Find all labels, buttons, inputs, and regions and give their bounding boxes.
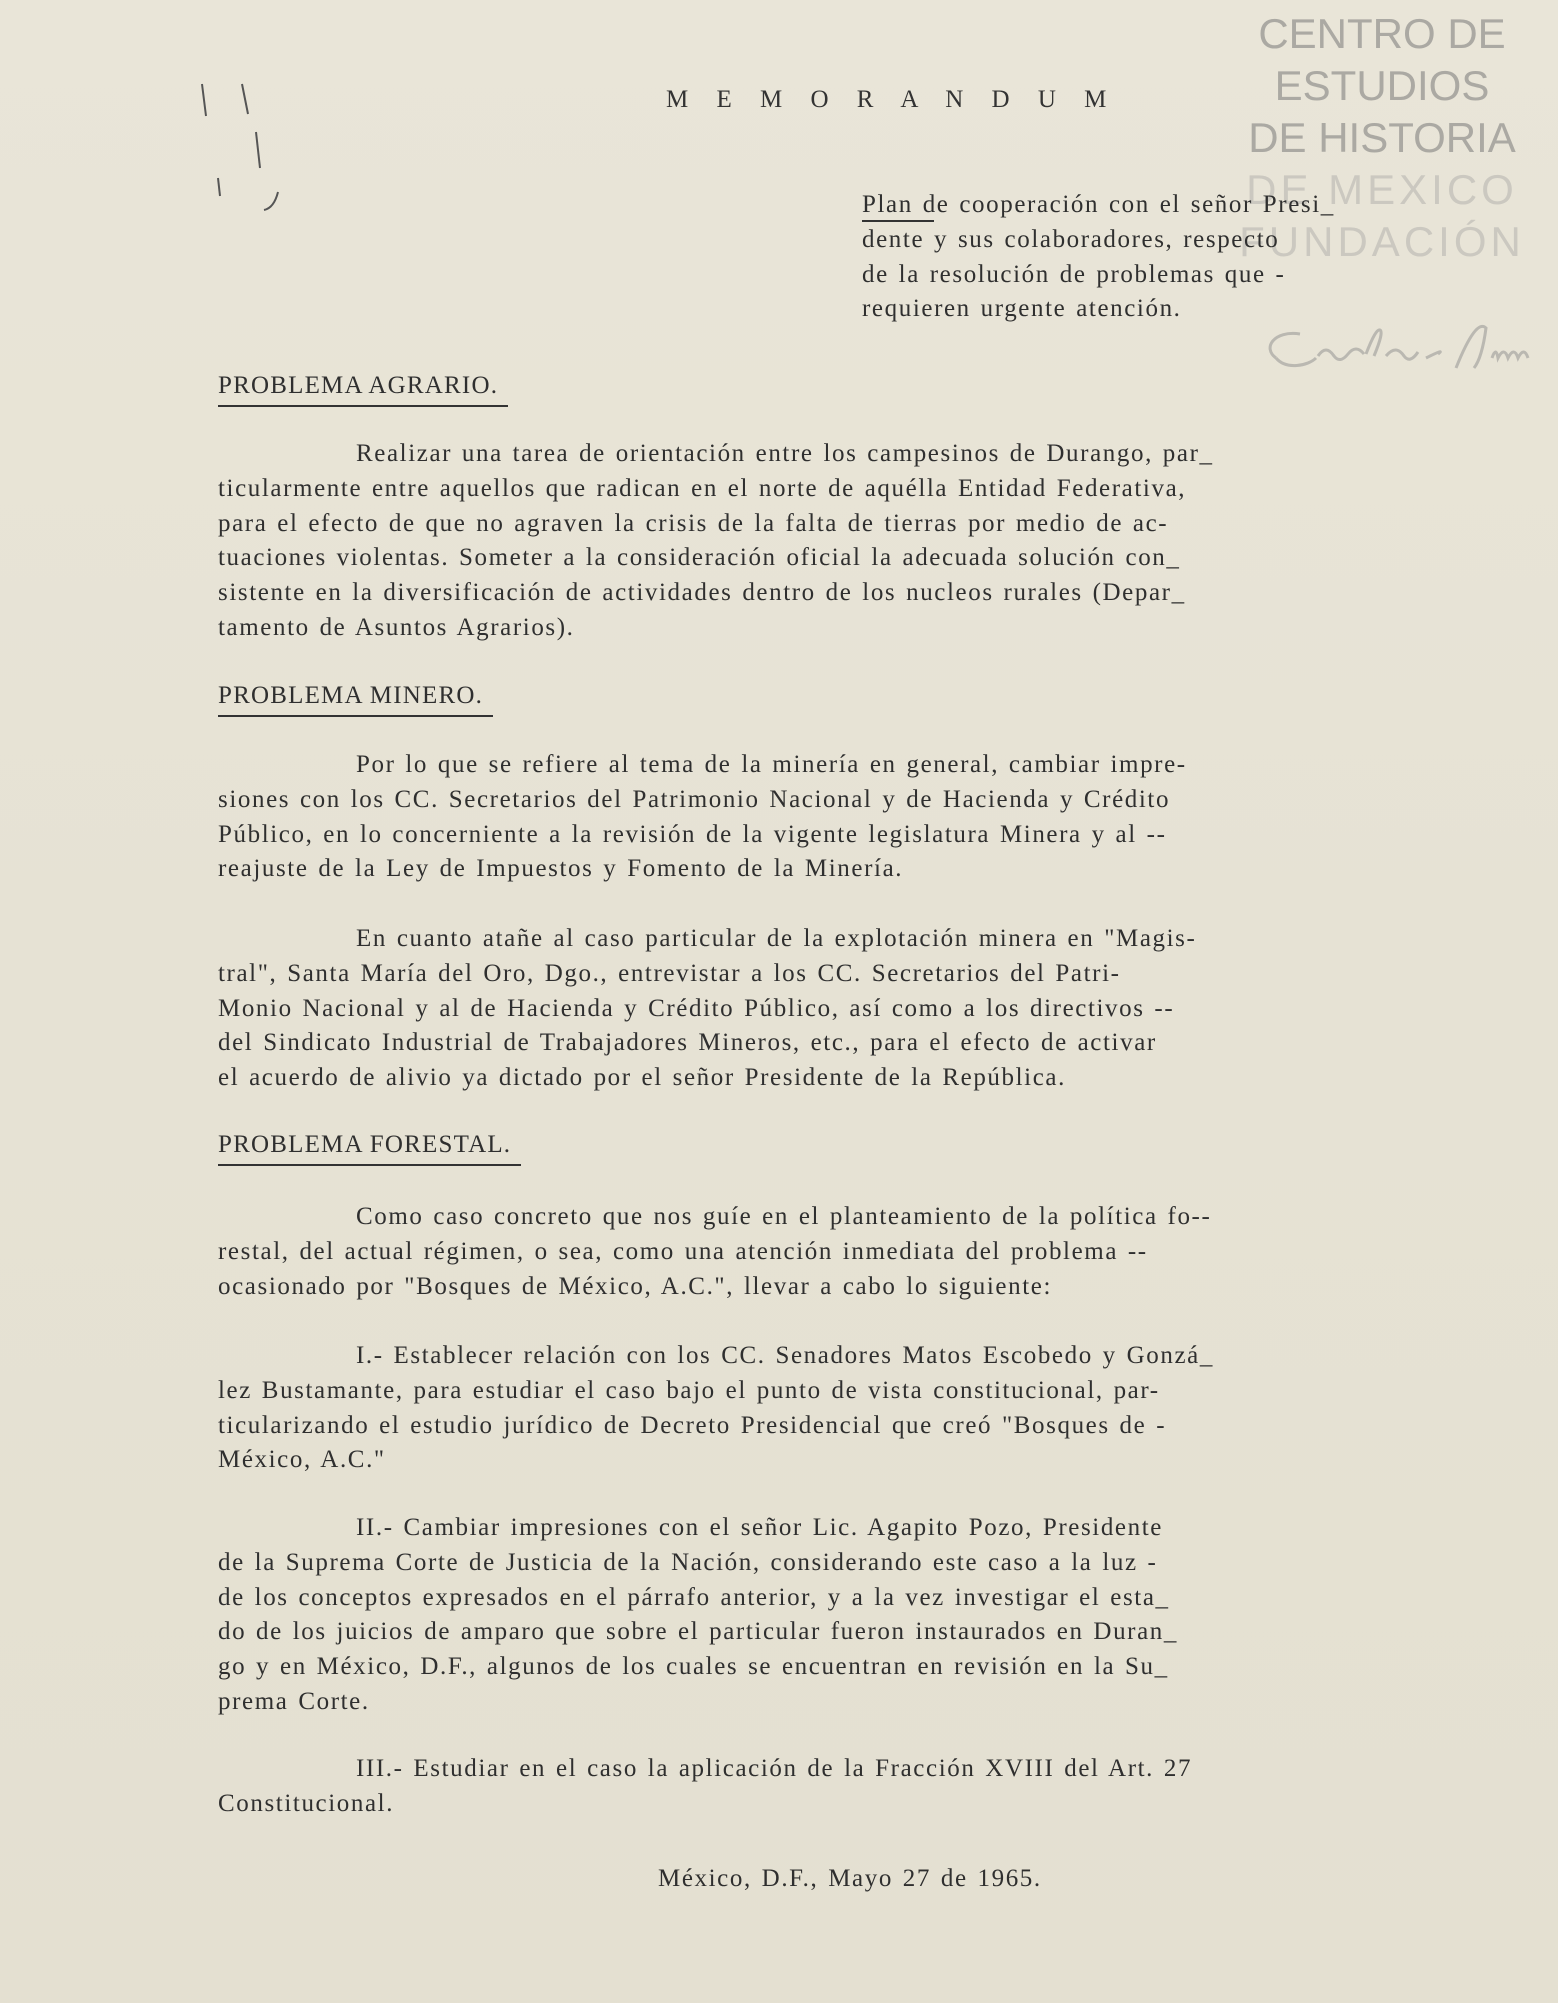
agrario-line: tamento de Asuntos Agrarios). [218, 613, 575, 641]
minero-line: Público, en lo concerniente a la revisión de la vigente legislatura Minera y al -- [218, 820, 1167, 848]
forestal-i-line: ticularizando el estudio jurídico de Decreto Presidencial que creó "Bosques de - [218, 1411, 1167, 1439]
margin-pencil-marks-icon [190, 82, 290, 222]
subject-line-1: Plan de cooperación con el señor Presi_ [862, 188, 1482, 223]
agrario-line: tuaciones violentas. Someter a la consideración oficial la adecuada solución con_ [218, 544, 1181, 572]
forestal-i-line: I.- Establecer relación con los CC. Senadores Matos Escobedo y Gonzá_ [356, 1342, 1214, 1369]
forestal-iii-line: Constitucional. [218, 1789, 395, 1817]
minero-line: En cuanto atañe al caso particular de la explotación minera en "Magis- [356, 925, 1197, 952]
paragraph-forestal-i [218, 1339, 1483, 1478]
forestal-ii-line: II.- Cambiar impresiones con el señor Lic. Agapito Pozo, Presidente [356, 1514, 1163, 1541]
subject-underline [862, 220, 934, 222]
watermark-line-5: FUNDACIÓN [1239, 218, 1525, 265]
memo-date: México, D.F., Mayo 27 de 1965. [658, 1865, 1042, 1892]
forestal-ii-line: de los conceptos expresados en el párrafo anterior, y a la vez investigar el esta_ [218, 1583, 1170, 1611]
subject-line-4: requieren urgente atención. [862, 295, 1182, 323]
paragraph-forestal-iii [218, 1752, 1483, 1822]
forestal-ii-line: do de los juicios de amparo que sobre el particular fueron instaurados en Duran_ [218, 1618, 1178, 1646]
agrario-line: sistente en la diversificación de actividades dentro de los nucleos rurales (Depar_ [218, 579, 1186, 607]
forestal-i-line: México, A.C." [218, 1446, 386, 1474]
memo-subject [862, 188, 1482, 327]
minero-line: Por lo que se refiere al tema de la minería en general, cambiar impre- [356, 751, 1187, 778]
forestal-line: restal, del actual régimen, o sea, como una atención inmediata del problema -- [218, 1237, 1148, 1265]
subject-line-2: dente y sus colaboradores, respecto [862, 225, 1280, 253]
heading-forestal: PROBLEMA FORESTAL. [218, 1131, 521, 1166]
forestal-iii-line: III.- Estudiar en el caso la aplicación de la Fracción XVIII del Art. 27 [356, 1755, 1193, 1782]
watermark-signature-icon [1256, 318, 1546, 386]
heading-minero: PROBLEMA MINERO. [218, 682, 493, 717]
watermark-line-4: DE MEXICO [1246, 166, 1518, 213]
forestal-i-line: lez Bustamante, para estudiar el caso bajo el punto de vista constitucional, par- [218, 1376, 1160, 1404]
paragraph-forestal-ii [218, 1511, 1483, 1720]
agrario-line: para el efecto de que no agraven la crisis de la falta de tierras por medio de ac- [218, 509, 1169, 537]
paragraph-minero-2 [218, 922, 1483, 1096]
minero-line: el acuerdo de alivio ya dictado por el señor Presidente de la República. [218, 1064, 1066, 1092]
minero-line: Monio Nacional y al de Hacienda y Crédito Público, así como a los directivos -- [218, 994, 1175, 1022]
forestal-ii-line: de la Suprema Corte de Justicia de la Nación, considerando este caso a la luz - [218, 1548, 1158, 1576]
minero-line: siones con los CC. Secretarios del Patrimonio Nacional y de Hacienda y Crédito [218, 785, 1171, 813]
minero-line: reajuste de la Ley de Impuestos y Fomento de la Minería. [218, 855, 904, 883]
forestal-line: ocasionado por "Bosques de México, A.C.", llevar a cabo lo siguiente: [218, 1272, 1052, 1300]
watermark-line-2: ESTUDIOS [1274, 62, 1490, 109]
forestal-ii-line: prema Corte. [218, 1687, 370, 1715]
minero-line: tral", Santa María del Oro, Dgo., entrevistar a los CC. Secretarios del Patri- [218, 959, 1121, 987]
watermark-line-1: CENTRO DE [1258, 10, 1506, 57]
memo-title: M E M O R A N D U M [666, 86, 1118, 113]
paragraph-minero-1 [218, 748, 1483, 887]
forestal-line: Como caso concreto que nos guíe en el planteamiento de la política fo-- [356, 1203, 1212, 1230]
watermark-line-3: DE HISTORIA [1248, 114, 1516, 161]
agrario-line: Realizar una tarea de orientación entre los campesinos de Durango, par_ [356, 440, 1214, 467]
heading-agrario: PROBLEMA AGRARIO. [218, 372, 508, 407]
paragraph-forestal-1 [218, 1200, 1483, 1304]
forestal-ii-line: go y en México, D.F., algunos de los cuales se encuentran en revisión en la Su_ [218, 1653, 1169, 1681]
paragraph-agrario [218, 437, 1483, 646]
subject-line-3: de la resolución de problemas que - [862, 260, 1286, 288]
minero-line: del Sindicato Industrial de Trabajadores Mineros, etc., para el efecto de activar [218, 1029, 1157, 1057]
agrario-line: ticularmente entre aquellos que radican en el norte de aquélla Entidad Federativa, [218, 474, 1187, 502]
